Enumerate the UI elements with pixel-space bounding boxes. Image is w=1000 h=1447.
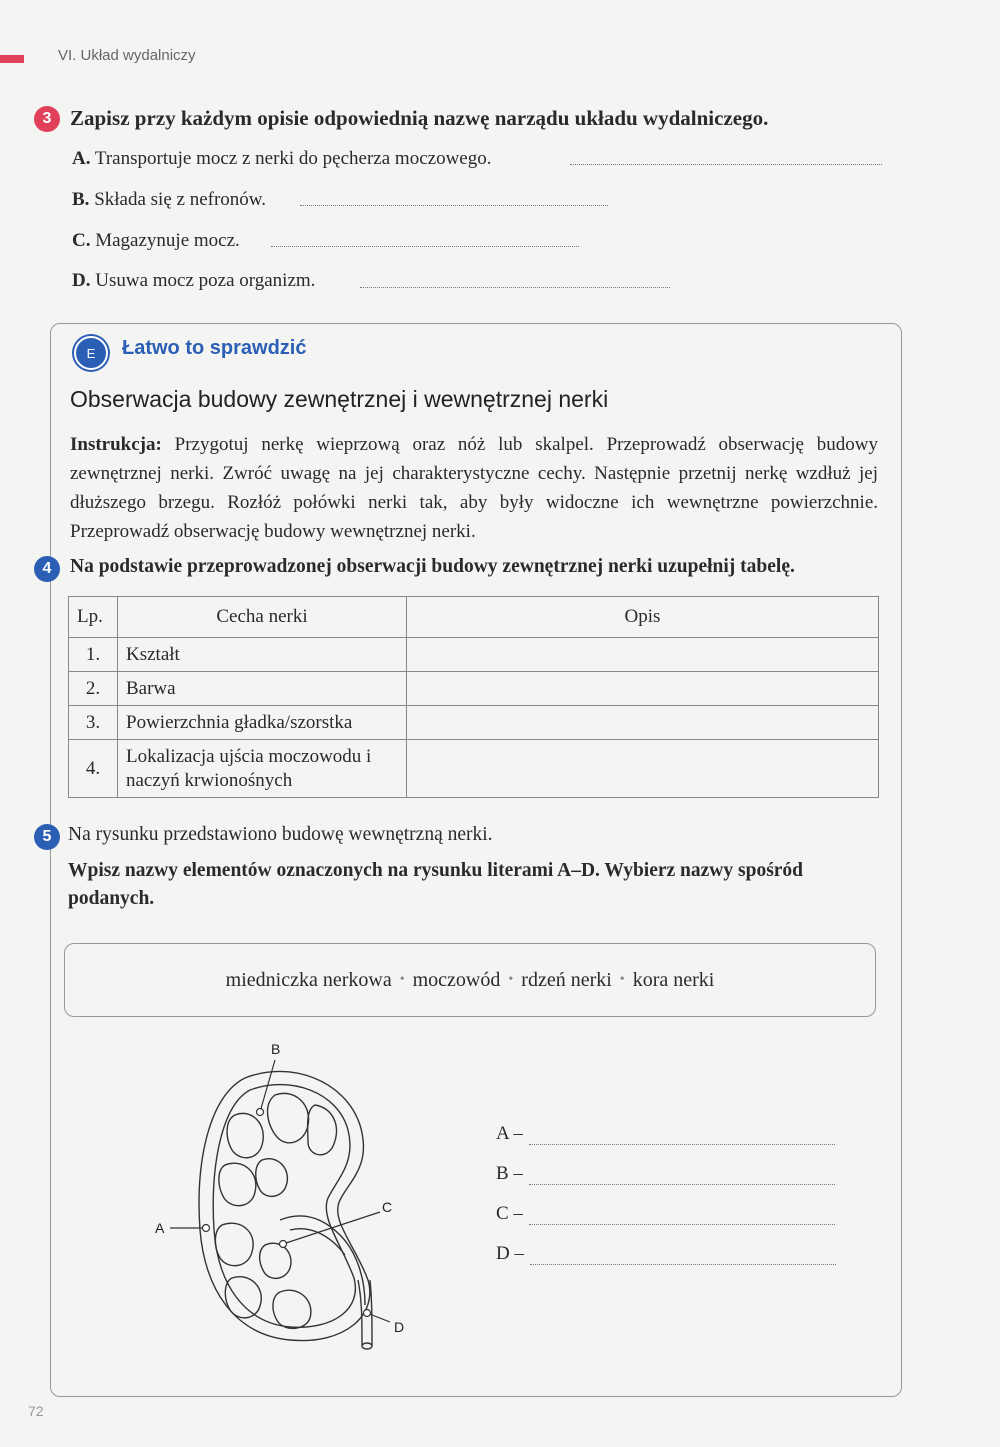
diagram-label-b: B xyxy=(271,1041,281,1057)
q3-answer-line-a[interactable] xyxy=(570,163,882,165)
experiment-title: Obserwacja budowy zewnętrznej i wewnętrznej nerki xyxy=(70,386,609,412)
table-row xyxy=(69,740,879,798)
header-description: Opis xyxy=(407,597,879,638)
question-5-intro: Na rysunku przedstawiono budowę wewnętrzną nerki. xyxy=(68,824,493,845)
table-row xyxy=(69,638,879,672)
ureter-end xyxy=(362,1343,372,1349)
question-4-badge: 4 xyxy=(34,556,60,582)
question-3-badge: 3 xyxy=(34,106,60,132)
row-feature: Barwa xyxy=(118,672,407,706)
chapter-title: VI. Układ wydalniczy xyxy=(58,47,196,64)
row-number: 4. xyxy=(69,740,118,798)
q3-answer-line-b[interactable] xyxy=(300,204,608,206)
answer-label-d: D – xyxy=(496,1243,524,1264)
renal-pyramid xyxy=(273,1290,311,1328)
q3-answer-line-d[interactable] xyxy=(360,286,670,288)
table-header-row xyxy=(69,597,879,638)
separator-dot: • xyxy=(399,972,405,987)
row-number: 1. xyxy=(69,638,118,672)
pointer-dot-c xyxy=(280,1241,287,1248)
page-number: 72 xyxy=(28,1403,44,1419)
answer-label-b: B – xyxy=(496,1163,523,1184)
row-feature: Kształt xyxy=(118,638,407,672)
word-option: kora nerki xyxy=(632,968,715,991)
experiment-instruction: Instrukcja: Przygotuj nerkę wieprzową oraz nóż lub skalpel. Przeprowadź obserwację budowy zewnętrznej nerki. Zwróć uwagę na jej charakterystyczne cechy. Następnie przetnij nerkę wzdłuż jej dłuższego brzegu. Rozłóż połówki nerki tak, aby były widoczne ich wewnętrzne powierzchnie. Przeprowadź obserwację budowy wewnętrznej nerki. xyxy=(70,434,879,542)
header-lp: Lp. xyxy=(69,597,118,638)
experiment-badge: E xyxy=(74,336,108,370)
q3-item-b: B. Składa się z nefronów. xyxy=(72,189,267,210)
renal-pyramid xyxy=(268,1093,309,1142)
question-3-title: Zapisz przy każdym opisie odpowiednią nazwę narządu układu wydalniczego. xyxy=(70,106,769,130)
table-row xyxy=(69,706,879,740)
row-number: 2. xyxy=(69,672,118,706)
row-description-cell[interactable] xyxy=(407,672,879,706)
pointer-dot-a xyxy=(203,1225,210,1232)
renal-pyramid xyxy=(219,1163,256,1206)
renal-pyramid xyxy=(215,1223,253,1266)
renal-pyramid xyxy=(260,1243,291,1278)
renal-pyramid xyxy=(225,1277,261,1318)
row-description-cell[interactable] xyxy=(407,706,879,740)
diagram-label-a: A xyxy=(155,1220,165,1236)
diagram-label-c: C xyxy=(382,1199,393,1215)
observation-table xyxy=(68,596,879,798)
pointer-line-c xyxy=(283,1212,380,1244)
header-feature: Cecha nerki xyxy=(118,597,407,638)
answer-line-b[interactable] xyxy=(529,1170,835,1185)
pointer-dot-d xyxy=(364,1310,371,1317)
q3-answer-line-c[interactable] xyxy=(271,245,579,247)
answer-label-c: C – xyxy=(496,1203,523,1224)
separator-dot: • xyxy=(508,972,514,987)
answer-row-d xyxy=(496,1243,836,1265)
answer-line-c[interactable] xyxy=(529,1210,835,1225)
answer-line-d[interactable] xyxy=(530,1250,836,1265)
answer-label-a: A – xyxy=(496,1123,523,1144)
row-description-cell[interactable] xyxy=(407,638,879,672)
row-feature: Lokalizacja ujścia moczowodu i naczyń krwionośnych xyxy=(118,740,407,798)
experiment-label: Łatwo to sprawdzić xyxy=(122,337,307,359)
question-4-title: Na podstawie przeprowadzonej obserwacji budowy zewnętrznej nerki uzupełnij tabelę. xyxy=(70,556,795,577)
kidney-outline xyxy=(199,1071,370,1340)
table-row xyxy=(69,672,879,706)
renal-pyramid xyxy=(256,1159,288,1197)
word-option: moczowód xyxy=(412,968,501,991)
pointer-dot-b xyxy=(257,1109,264,1116)
renal-pyramid xyxy=(308,1105,337,1155)
answer-row-c xyxy=(496,1203,835,1225)
row-number: 3. xyxy=(69,706,118,740)
answer-line-a[interactable] xyxy=(529,1130,835,1145)
q3-item-a: A. Transportuje mocz z nerki do pęcherza moczowego. xyxy=(72,148,492,169)
word-option: rdzeń nerki xyxy=(521,968,612,991)
answer-row-a xyxy=(496,1123,835,1145)
question-5-badge: 5 xyxy=(34,824,60,850)
renal-pyramid xyxy=(227,1113,263,1157)
separator-dot: • xyxy=(619,972,625,987)
q3-item-d: D. Usuwa mocz poza organizm. xyxy=(72,270,316,291)
ureter xyxy=(358,1280,362,1345)
kidney-cross-section-diagram xyxy=(140,1030,440,1360)
row-feature: Powierzchnia gładka/szorstka xyxy=(118,706,407,740)
answer-row-b xyxy=(496,1163,835,1185)
q3-item-c: C. Magazynuje mocz. xyxy=(72,230,240,251)
chapter-tab-marker xyxy=(0,55,24,63)
row-description-cell[interactable] xyxy=(407,740,879,798)
diagram-label-d: D xyxy=(394,1319,405,1335)
word-option: miedniczka nerkowa xyxy=(225,968,392,991)
word-bank xyxy=(64,943,876,1017)
question-5-task: Wpisz nazwy elementów oznaczonych na rysunku literami A–D. Wybierz nazwy spośród podanych. xyxy=(68,860,804,909)
